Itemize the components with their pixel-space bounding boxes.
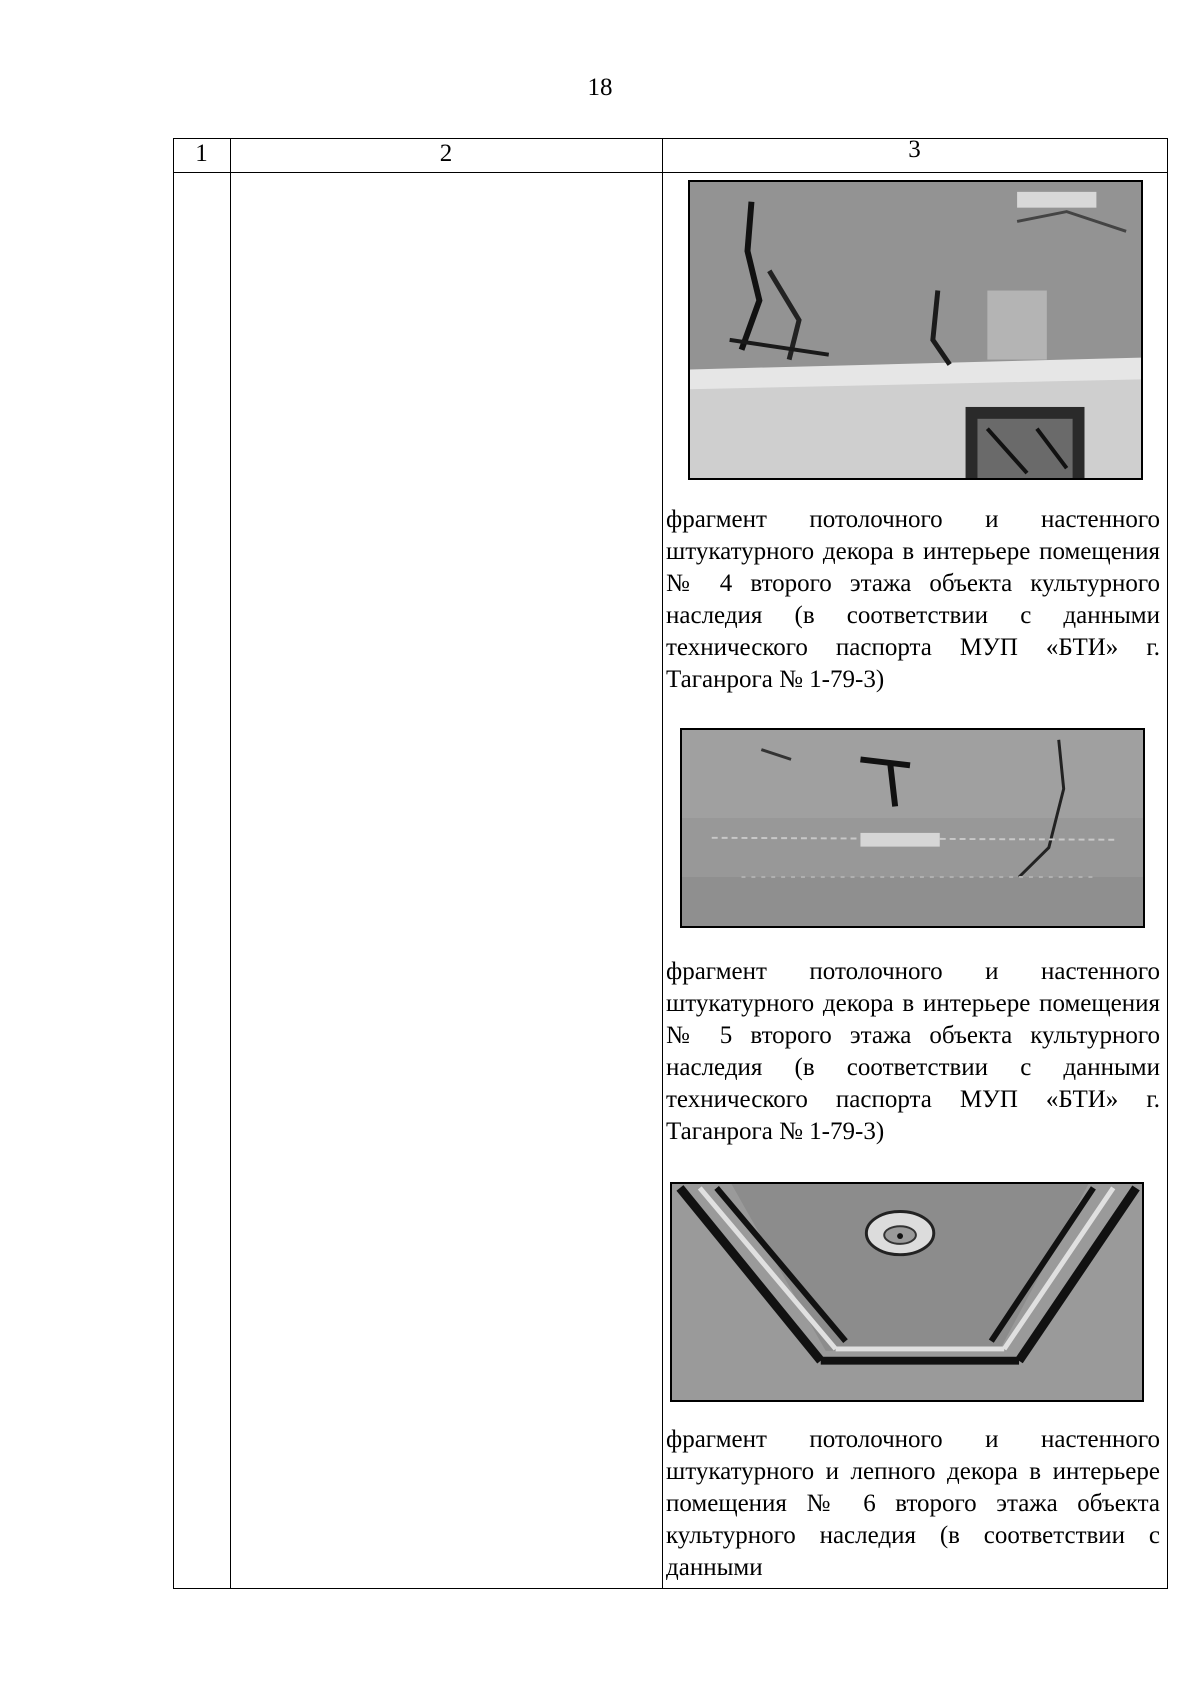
photo-caption-1: фрагмент потолочного и настенного штукатурного декора в интерьере помещения № 4 второго этажа объекта культурного наследия (в соответствии с данными технического паспорта МУП «БТИ» г. Таганрога № 1-79-3) xyxy=(666,506,1160,693)
table-right-border xyxy=(1167,138,1168,1589)
ceiling-wall-decor-photo-1 xyxy=(688,180,1143,480)
column-header-2: 2 xyxy=(439,140,453,167)
table-bottom-border xyxy=(173,1588,1168,1589)
photo-caption-2: фрагмент потолочного и настенного штукатурного декора в интерьере помещения № 5 второго этажа объекта культурного наследия (в соответствии с данными технического паспорта МУП «БТИ» г. Таганрога № 1-79-3) xyxy=(666,958,1160,1145)
photo-caption-3: фрагмент потолочного и настенного штукатурного и лепного декора в интерьере помещения № 6 второго этажа объекта культурного наследия (в соответствии с данными xyxy=(666,1426,1160,1581)
column-divider-2 xyxy=(662,138,663,1589)
column-header-1: 1 xyxy=(195,140,208,167)
ceiling-molding-rosette-photo-3 xyxy=(670,1182,1144,1402)
column-divider-1 xyxy=(230,138,231,1589)
ceiling-wall-decor-photo-2 xyxy=(680,728,1145,928)
table-left-border xyxy=(173,138,174,1589)
column-header-3: 3 xyxy=(908,136,921,163)
header-row-divider xyxy=(173,172,1168,173)
page-number: 18 xyxy=(587,74,613,101)
